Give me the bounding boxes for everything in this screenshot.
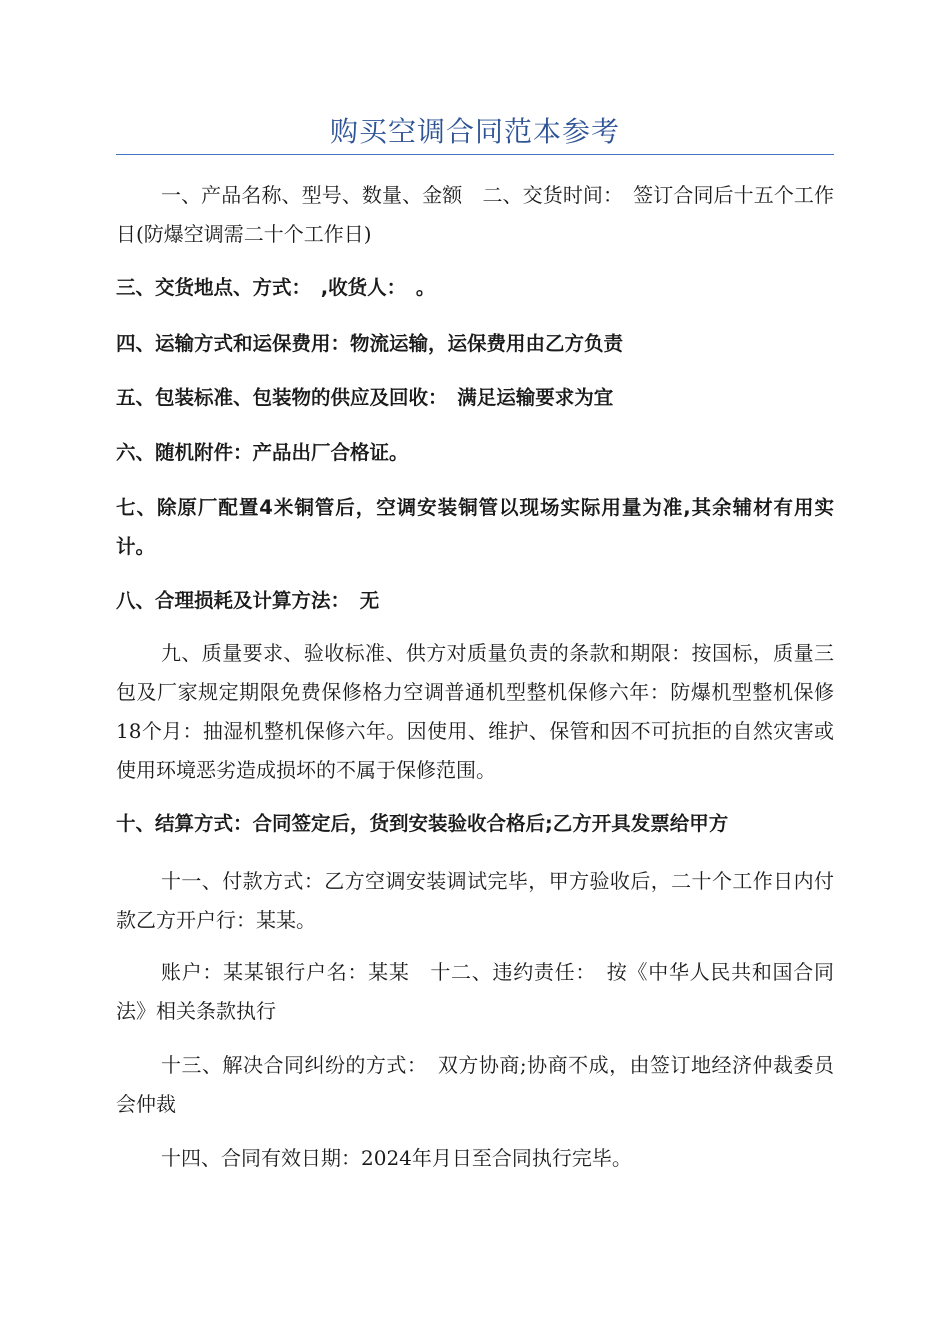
paragraph-1-product-delivery-time: 一、产品名称、型号、数量、金额 二、交货时间： 签订合同后十五个工作日(防爆空调需二十个工作日)	[116, 183, 834, 246]
paragraph-4-transport: 四、运输方式和运保费用：物流运输，运保费用由乙方负责	[116, 332, 624, 355]
paragraph-10-settlement: 十、结算方式：合同签定后，货到安装验收合格后;乙方开具发票给甲方	[116, 812, 729, 835]
paragraph-14-validity: 十四、合同有效日期：2024年月日至合同执行完毕。	[161, 1146, 632, 1170]
paragraph-13-dispute-resolution: 十三、解决合同纠纷的方式： 双方协商;协商不成，由签订地经济仲裁委员会仲裁	[116, 1053, 834, 1116]
paragraph-6-accessories: 六、随机附件：产品出厂合格证。	[116, 441, 409, 464]
paragraph-3-delivery-place: 三、交货地点、方式： ,收货人： 。	[116, 276, 436, 299]
paragraph-12-account-liability: 账户：某某银行户名：某某 十二、违约责任： 按《中华人民共和国合同法》相关条款执行	[116, 960, 834, 1023]
paragraph-9-quality-warranty: 九、质量要求、验收标准、供方对质量负责的条款和期限：按国标，质量三包及厂家规定期限免费保修格力空调普通机型整机保修六年：防爆机型整机保修18个月：抽湿机整机保修六年。因使用、维护、保管和因不可抗拒的自然灾害或使用环境恶劣造成损坏的不属于保修范围。	[116, 641, 834, 782]
paragraph-11-payment: 十一、付款方式：乙方空调安装调试完毕，甲方验收后，二十个工作日内付款乙方开户行：某某。	[116, 869, 834, 932]
document-title: 购买空调合同范本参考	[329, 115, 620, 148]
paragraph-8-loss-calculation: 八、合理损耗及计算方法： 无	[116, 589, 380, 612]
paragraph-5-packaging: 五、包装标准、包装物的供应及回收： 满足运输要求为宜	[116, 386, 614, 409]
title-underline	[116, 154, 834, 155]
paragraph-7-copper-pipe: 七、除原厂配置4米铜管后，空调安装铜管以现场实际用量为准,其余辅材有用实计。	[116, 496, 834, 558]
